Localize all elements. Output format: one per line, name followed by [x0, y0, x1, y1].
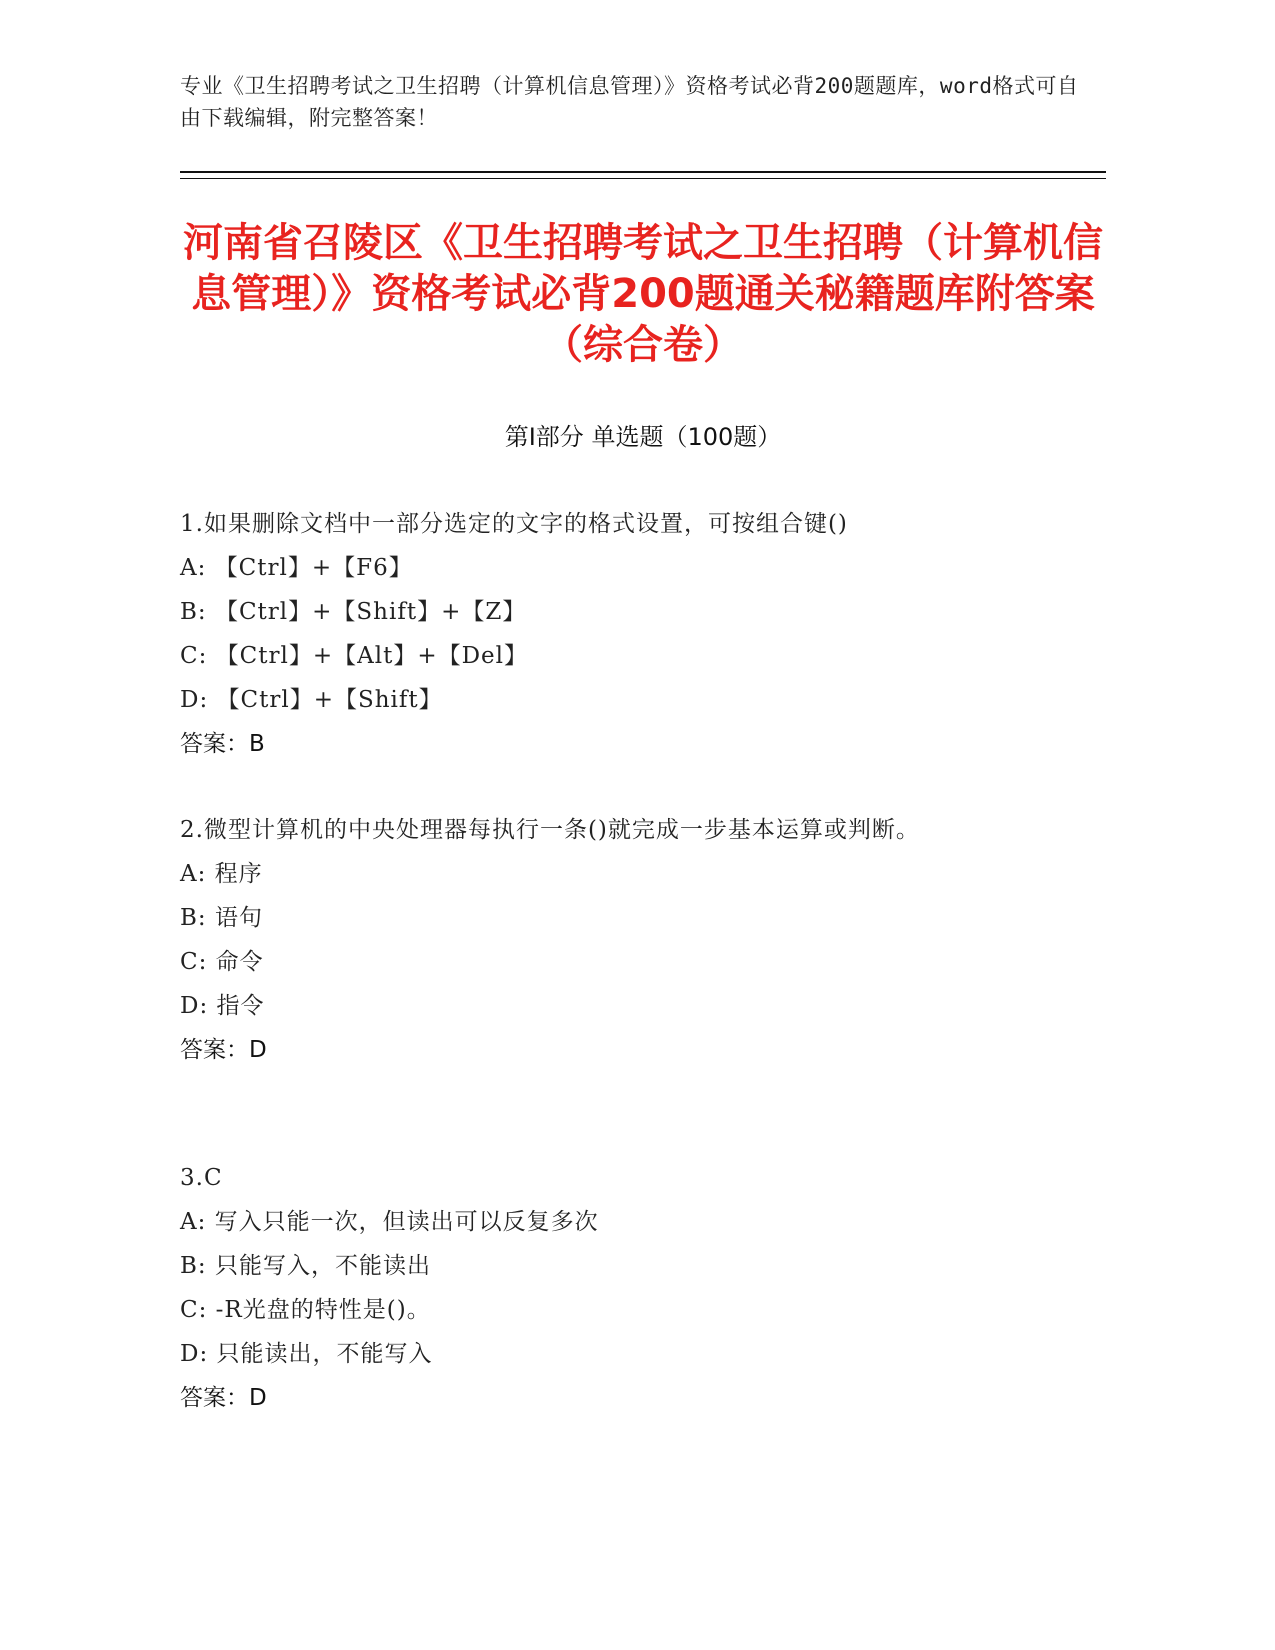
header-note: 专业《卫生招聘考试之卫生招聘（计算机信息管理）》资格考试必背200题题库，word格式可自由下载编辑，附完整答案！	[180, 74, 1079, 130]
option-c: C: -R光盘的特性是()。	[180, 1297, 431, 1323]
option-d: D: 只能读出，不能写入	[180, 1341, 433, 1367]
option-d: D: 【Ctrl】+【Shift】	[180, 687, 443, 713]
option-c: C: 命令	[180, 949, 264, 975]
answer-line: 答案：D	[180, 1385, 267, 1411]
document-title: 河南省召陵区《卫生招聘考试之卫生招聘（计算机信息管理）》资格考试必背200题通关秘籍题库附答案（综合卷）	[183, 220, 1103, 368]
section-heading: 第I部分 单选题（100题）	[504, 423, 782, 451]
option-b: B: 【Ctrl】+【Shift】+【Z】	[180, 599, 527, 625]
option-a: A: 写入只能一次，但读出可以反复多次	[180, 1209, 599, 1235]
question-stem: 1.如果删除文档中一部分选定的文字的格式设置，可按组合键()	[180, 511, 848, 537]
option-b: B: 只能写入，不能读出	[180, 1253, 431, 1279]
question-block	[180, 808, 1040, 1072]
answer-line: 答案：D	[180, 1037, 267, 1063]
answer-line: 答案：B	[180, 731, 265, 757]
header-divider-thin	[180, 178, 1106, 179]
option-c: C: 【Ctrl】+【Alt】+【Del】	[180, 643, 529, 669]
question-stem: 3.C	[180, 1165, 223, 1191]
option-b: B: 语句	[180, 905, 263, 931]
question-block	[180, 502, 1040, 766]
option-a: A: 程序	[180, 861, 263, 887]
option-a: A: 【Ctrl】+【F6】	[180, 555, 413, 581]
question-block	[180, 1156, 1040, 1420]
question-stem: 2.微型计算机的中央处理器每执行一条()就完成一步基本运算或判断。	[180, 817, 920, 843]
header-divider-thick	[180, 171, 1106, 173]
option-d: D: 指令	[180, 993, 265, 1019]
